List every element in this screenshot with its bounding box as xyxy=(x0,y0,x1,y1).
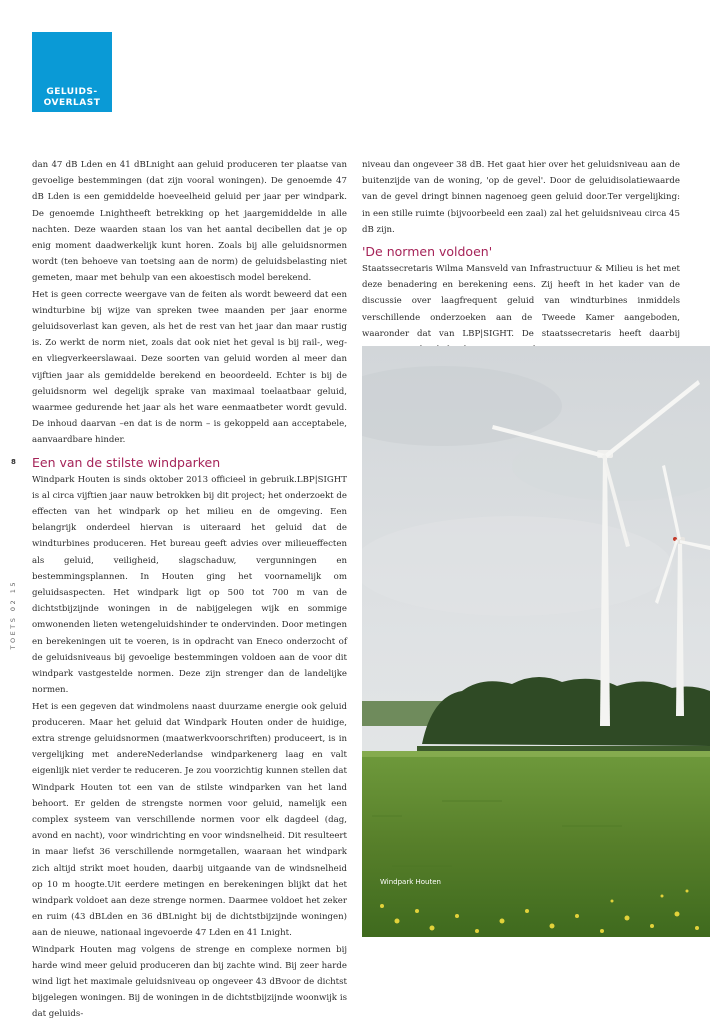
left-column xyxy=(32,157,347,1023)
page-number: 8 xyxy=(11,458,16,466)
section-heading: Een van de stilste windparken xyxy=(32,454,221,470)
section-tab-line1: GELUIDS- xyxy=(46,87,98,97)
section-heading: 'De normen voldoen' xyxy=(362,244,493,260)
body-paragraph: Windpark Houten is sinds oktober 2013 officieel in gebruik.LBP|SIGHT is al circa vijftien jaar nauw betrokken bij dit project; het onderzoekt de effecten van het windpark op het milieu en de omgeving. Een belangrijk onderdeel hiervan is uiteraard het geluid dat de windturbines produceren. Het bureau geeft advies over milieueffecten als geluid, veiligheid, slagschaduw, vergunningen en bestemmingsplannen. In Houten ging het voornamelijk om geluidsaspecten. Het windpark ligt op 500 tot 700 m van de dichtstbijzijnde woningen in de nabijgelegen wijk en sommige omwonenden lieten wetengeluidshinder te ondervinden. Door metingen en berekeningen uit te voeren, is in opdracht van Eneco onderzocht of de geluidsniveaus bij gevoelige bestemmingen voldoen aan de voor dit windpark vastgestelde normen. Deze zijn strenger dan de landelijke normen. xyxy=(32,474,347,696)
body-paragraph: Staatssecretaris Wilma Mansveld van Infrastructuur & Milieu is het met deze benadering en berekening eens. Zij heeft in het kader van de discussie over laagfrequent geluid van windturbines inmiddels verschillende onderzoeken aan de Tweede Kamer aangeboden, waaronder dat van LBP|SIGHT. De staatssecretaris heeft daarbij xyxy=(362,264,680,339)
body-paragraph: Windpark Houten mag volgens de strenge en complexe normen bij harde wind meer geluid produceren dan bij zachte wind. Bij zeer harde wind ligt het maximale geluidsniveau op ongeveer 43 dBvoor de dichtst bijgelegen woningen. Bij de woningen in de dichtstbijzijnde woonwijk is dat geluids- xyxy=(32,944,347,1020)
body-paragraph: niveau dan ongeveer 38 dB. Het gaat hier over het geluidsniveau aan de buitenzijde van de woning, 'op de gevel'. Door de geluidisolatiewaarde van de gevel dringt binnen nagenoeg geen geluid door.Ter vergelijking: in een stille ruimte (bijvoorbeeld een zaal) zal het geluidsniveau circa 45 dB zijn. xyxy=(362,160,680,235)
body-paragraph: Het is een gegeven dat windmolens naast duurzame energie ook geluid produceren. Maar het geluid dat Windpark Houten onder de huidige, extra strenge geluidsnormen (maatwerkvoorschriften) produceert, is in vergelijking met andereNederlandse windparkenerg laag en valt eigenlijk niet verder te reduceren. Je zou voorzichtig kunnen stellen dat Windpark Houten tot een van de stilste windparken van het land behoort. Er gelden de strengste normen voor geluid, namelijk een complex systeem van verschillende normen voor elk dagdeel (dag, avond en nacht), voor windrichting en voor windsnelheid. Dit resulteert in maar liefst 36 verschillende normgetallen, waaraan het windpark zich altijd strikt moet houden, daarbij uitgaande van de windsnelheid op 10 m hoogte.Uit eerdere metingen en berekeningen blijkt dat het windpark voldoet aan deze strenge normen. Daarmee voldoet het zeker en ruim (43 dBLden en 36 dBLnight bij de dichtstbijzijnde woningen) aan de nieuwe, nationaal ingevoerde 47 Lden en 41 Lnight. xyxy=(32,701,347,939)
section-tab xyxy=(32,32,112,112)
section-tab-line2: OVERLAST xyxy=(43,98,101,108)
body-paragraph: Het is geen correcte weergave van de feiten als wordt beweerd dat een windturbine bij wijze van spreken twee maanden per jaar enorme geluidsoverlast kan geven, als het de rest van het jaar dan maar rustig is. Zo werkt de norm niet, zoals dat ook niet het geval is bij rail-, weg- en vliegverkeerslawaai. Deze soorten van geluid worden al meer dan vijftien jaar als gemiddelde berekend en beoordeeld. Echter is bij de geluidsnorm wel degelijk sprake van maximaal toelaatbaar geluid, waarmee gedurende het jaar als het ware eenmaatbeter wordt gevuld. De inhoud daarvan –en dat is de norm – is gekoppeld aan acceptabele, aanvaardbare hinder. xyxy=(32,289,347,446)
right-column xyxy=(362,157,680,358)
body-paragraph: dan 47 dB Lden en 41 dBLnight aan geluid produceren ter plaatse van gevoelige bestemmingen (dat zijn vooral woningen). De genoemde 47 dB Lden is een gemiddelde hoeveelheid geluid per jaar per windpark. De genoemde Lnightheeft betrekking op het jaargemiddelde in alle nachten. Deze waarden staan los van het aantal decibellen dat je op enig moment daadwerkelijk kunt horen. Zoals bij alle geluidsnormen wordt (ten behoeve van toetsing aan de norm) de geluidsbelasting niet gemeten, maar met behulp van een akoestisch model berekend. xyxy=(32,160,347,284)
magazine-label: TOETS 02 15 xyxy=(9,580,17,650)
photo-caption: Windpark Houten xyxy=(380,878,441,886)
wind-farm-photo xyxy=(362,346,710,937)
